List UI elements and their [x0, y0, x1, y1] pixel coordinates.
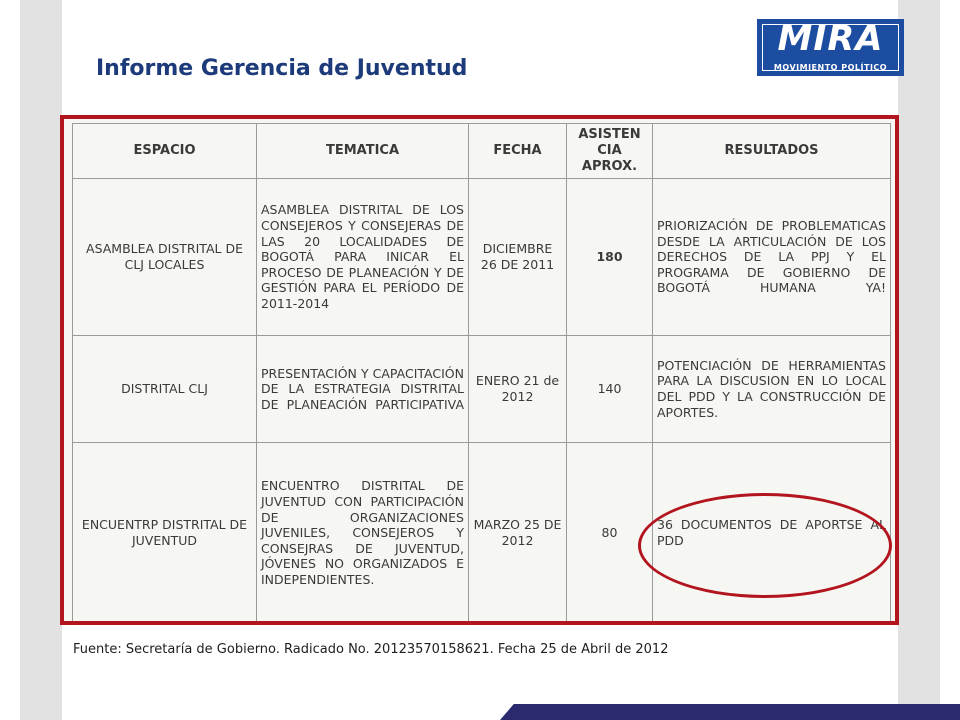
header-espacio: ESPACIO	[73, 124, 257, 179]
cell-resultados: POTENCIACIÓN DE HERRAMIENTAS PARA LA DISCUSION EN LO LOCAL DEL PDD Y LA CONSTRUCCIÓN DE APORTES.	[653, 336, 891, 443]
cell-resultados: 36 DOCUMENTOS DE APORTSE AL PDD	[653, 443, 891, 624]
cell-asistencia: 80	[567, 443, 653, 624]
slide-title: Informe Gerencia de Juventud	[96, 56, 468, 81]
table-row	[73, 179, 891, 336]
cell-tematica: PRESENTACIÓN Y CAPACITACIÓN DE LA ESTRATEGIA DISTRITAL DE PLANEACIÓN PARTICIPATIVA	[257, 336, 469, 443]
highlight-ellipse	[638, 493, 892, 598]
cell-asistencia: 140	[567, 336, 653, 443]
cell-espacio: ASAMBLEA DISTRITAL DE CLJ LOCALES	[73, 179, 257, 336]
header-fecha: FECHA	[469, 124, 567, 179]
left-side-band	[20, 0, 62, 720]
cell-fecha: DICIEMBRE 26 DE 2011	[469, 179, 567, 336]
mira-logo	[757, 19, 904, 76]
table-header-row	[73, 124, 891, 179]
logo-wordmark: MIRA	[777, 19, 884, 59]
table-row	[73, 336, 891, 443]
cell-fecha: ENERO 21 de 2012	[469, 336, 567, 443]
header-asistencia: ASISTEN CIA APROX.	[567, 124, 653, 179]
cell-asistencia: 180	[567, 179, 653, 336]
cell-tematica: ASAMBLEA DISTRITAL DE LOS CONSEJEROS Y CONSEJERAS DE LAS 20 LOCALIDADES DE BOGOTÁ PARA INICAR EL PROCESO DE PLANEACIÓN Y DE GESTIÓN PARA EL PERÍODO DE 2011-2014	[257, 179, 469, 336]
corner-accent	[500, 704, 960, 720]
cell-fecha: MARZO 25 DE 2012	[469, 443, 567, 624]
cell-tematica: ENCUENTRO DISTRITAL DE JUVENTUD CON PARTICIPACIÓN DE ORGANIZACIONES JUVENILES, CONSEJEROS Y CONSEJRAS DE JUVENTUD, JÓVENES NO ORGANIZADOS E INDEPENDIENTES.	[257, 443, 469, 624]
right-side-band	[898, 0, 940, 720]
header-resultados: RESULTADOS	[653, 124, 891, 179]
logo-subtitle: MOVIMIENTO POLÍTICO	[773, 63, 888, 72]
cell-espacio: ENCUENTRP DISTRITAL DE JUVENTUD	[73, 443, 257, 624]
source-note: Fuente: Secretaría de Gobierno. Radicado No. 20123570158621. Fecha 25 de Abril de 2012	[73, 642, 669, 657]
header-tematica: TEMATICA	[257, 124, 469, 179]
cell-resultados: PRIORIZACIÓN DE PROBLEMATICAS DESDE LA ARTICULACIÓN DE LOS DERECHOS DE LA PPJ Y EL PROGRAMA DE GOBIERNO DE BOGOTÁ HUMANA YA!	[653, 179, 891, 336]
cell-espacio: DISTRITAL CLJ	[73, 336, 257, 443]
